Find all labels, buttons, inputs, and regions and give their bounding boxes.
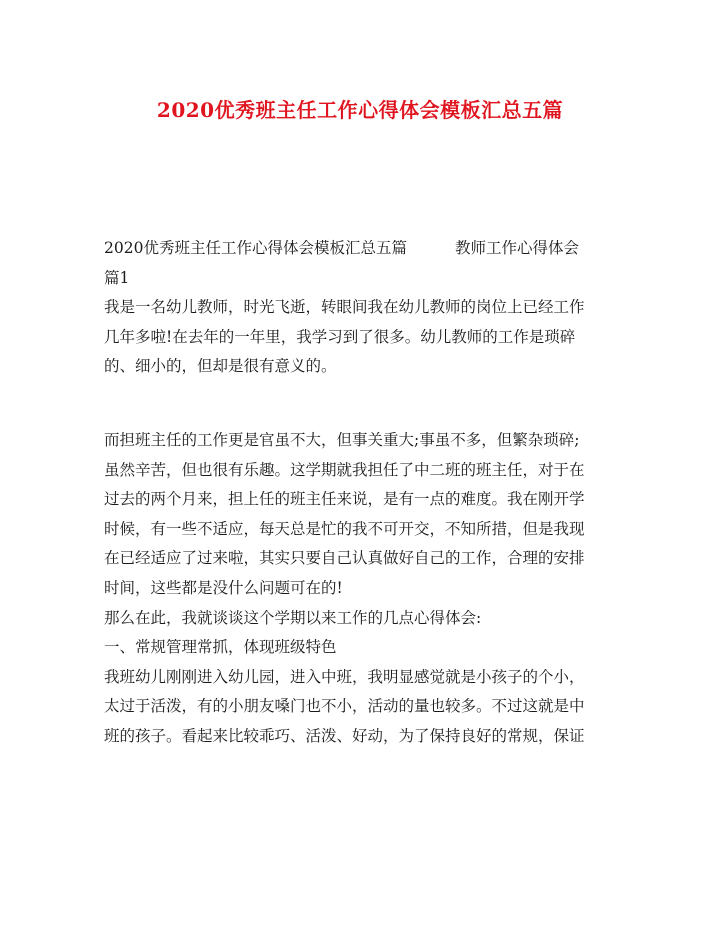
subtitle-right: 教师工作心得体会	[454, 239, 579, 257]
document-body	[104, 234, 624, 752]
text-line: 那么在此，我就谈谈这个学期以来工作的几点心得体会:	[104, 608, 482, 627]
text-line: 的、细小的，但却是很有意义的。	[104, 357, 337, 376]
text-line: 太过于活泼，有的小朋友嗓门也不小，活动的量也较多。不过这就是中	[104, 697, 585, 716]
text-line: 虽然辛苦，但也很有乐趣。这学期就我担任了中二班的班主任，对于在	[104, 460, 585, 479]
subtitle-line	[104, 234, 624, 264]
paragraph-gap	[104, 382, 624, 426]
text-line: 时间，这些都是没什么问题可在的!	[104, 578, 343, 597]
text-line: 时候，有一些不适应，每天总是忙的我不可开交，不知所措，但是我现	[104, 519, 585, 538]
text-line: 我是一名幼儿教师，时光飞逝，转眼间我在幼儿教师的岗位上已经工作	[104, 298, 585, 317]
text-line: 篇1	[104, 268, 130, 287]
section-heading: 一、常规管理常抓，体现班级特色	[104, 638, 337, 657]
subtitle-left: 2020优秀班主任工作心得体会模板汇总五篇	[104, 239, 407, 257]
text-line: 在已经适应了过来啦，其实只要自己认真做好自己的工作，合理的安排	[104, 549, 585, 568]
text-line: 过去的两个月来，担上任的班主任来说，是有一点的难度。我在刚开学	[104, 490, 585, 509]
text-line: 几年多啦!在去年的一年里，我学习到了很多。幼儿教师的工作是琐碎	[104, 327, 576, 346]
text-line: 我班幼儿刚刚进入幼儿园，进入中班，我明显感觉就是小孩子的个小，	[104, 667, 585, 686]
text-line: 班的孩子。看起来比较乖巧、活泼、好动，为了保持良好的常规，保证	[104, 726, 585, 745]
document-title: 2020优秀班主任工作心得体会模板汇总五篇	[156, 98, 564, 122]
text-line: 而担班主任的工作更是官虽不大，但事关重大;事虽不多，但繁杂琐碎;	[104, 430, 580, 449]
